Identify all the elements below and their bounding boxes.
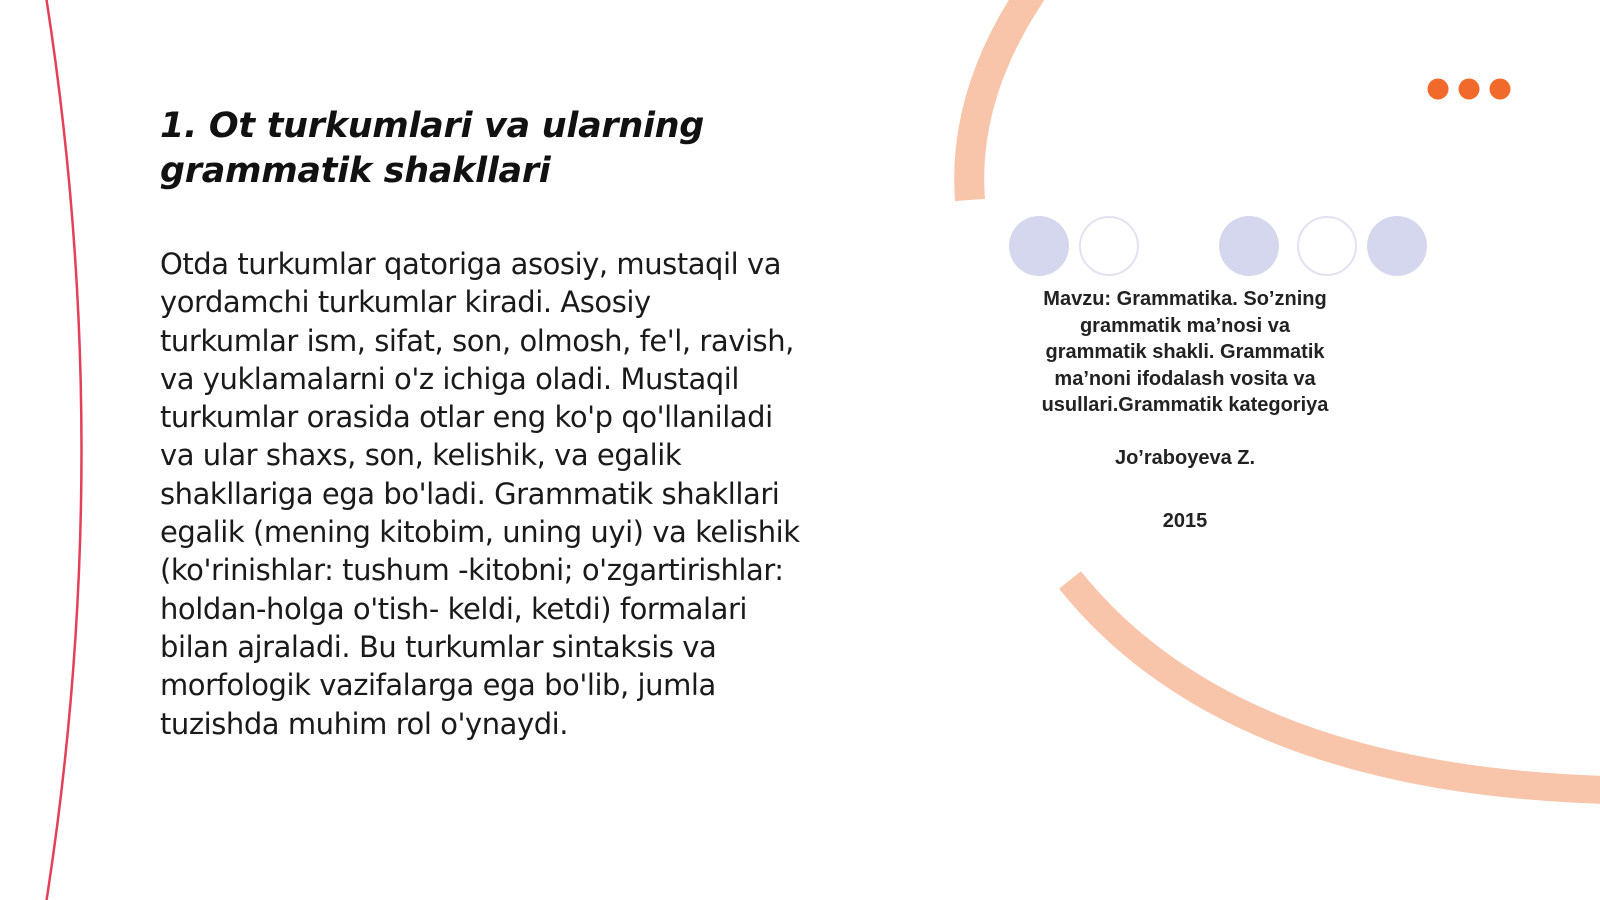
topic-line: grammatik shakli. Grammatik bbox=[1045, 341, 1325, 363]
body-line: (ko'rinishlar: tushum -kitobni; o'zgartirishlar: bbox=[160, 553, 784, 588]
body-line: shakllariga ega bo'ladi. Grammatik shakllari bbox=[160, 476, 780, 511]
dot bbox=[1490, 79, 1511, 100]
decorative-circle-icon bbox=[1367, 216, 1427, 276]
author-name: Jo’raboyeva Z. bbox=[1114, 447, 1256, 469]
body-line: tuzishda muhim rol o'ynaydi. bbox=[160, 706, 569, 741]
topic-line: usullari.Grammatik kategoriya bbox=[1041, 394, 1329, 416]
decorative-circle-icon bbox=[1219, 216, 1279, 276]
body-line: va ular shaxs, son, kelishik, va egalik bbox=[160, 438, 682, 473]
bottom-arc-decoration bbox=[1070, 580, 1600, 790]
title-line: 1. Ot turkumlari va ularning bbox=[160, 106, 705, 146]
topic-text bbox=[995, 286, 1375, 419]
dot bbox=[1459, 79, 1480, 100]
year-label: 2015 bbox=[1162, 510, 1208, 532]
body-line: turkumlar orasida otlar eng ko'p qo'llaniladi bbox=[160, 400, 773, 435]
body-line: bilan ajraladi. Bu turkumlar sintaksis va bbox=[160, 629, 717, 664]
top-arc-decoration bbox=[969, 0, 1033, 200]
body-line: turkumlar ism, sifat, son, olmosh, fe'l, ravish, bbox=[160, 323, 794, 358]
body-line: holdan-holga o'tish- keldi, ketdi) formalari bbox=[160, 591, 748, 626]
menu-dots-icon bbox=[1428, 79, 1511, 100]
dot bbox=[1428, 79, 1449, 100]
body-line: egalik (mening kitobim, uning uyi) va kelishik bbox=[160, 515, 800, 550]
body-line: morfologik vazifalarga ega bo'lib, jumla bbox=[160, 668, 716, 703]
title-line: grammatik shakllari bbox=[160, 151, 551, 191]
decorative-circle-icon bbox=[1009, 216, 1069, 276]
slide-title bbox=[160, 104, 780, 194]
body-line: va yuklamalarni o'z ichiga oladi. Mustaqil bbox=[160, 361, 739, 396]
decorative-circle-icon bbox=[1079, 216, 1139, 276]
body-line: Otda turkumlar qatoriga asosiy, mustaqil va bbox=[160, 247, 782, 281]
topic-line: ma’noni ifodalash vosita va bbox=[1054, 367, 1316, 390]
embedded-title-slide bbox=[995, 210, 1435, 570]
left-accent-line bbox=[45, 0, 82, 900]
decorative-circle-icon bbox=[1297, 216, 1357, 276]
body-line: yordamchi turkumlar kiradi. Asosiy bbox=[160, 285, 651, 320]
topic-line: grammatik ma’nosi va bbox=[1079, 314, 1291, 337]
slide-body-text bbox=[160, 245, 850, 743]
topic-line: Mavzu: Grammatika. So’zning bbox=[1043, 288, 1327, 310]
